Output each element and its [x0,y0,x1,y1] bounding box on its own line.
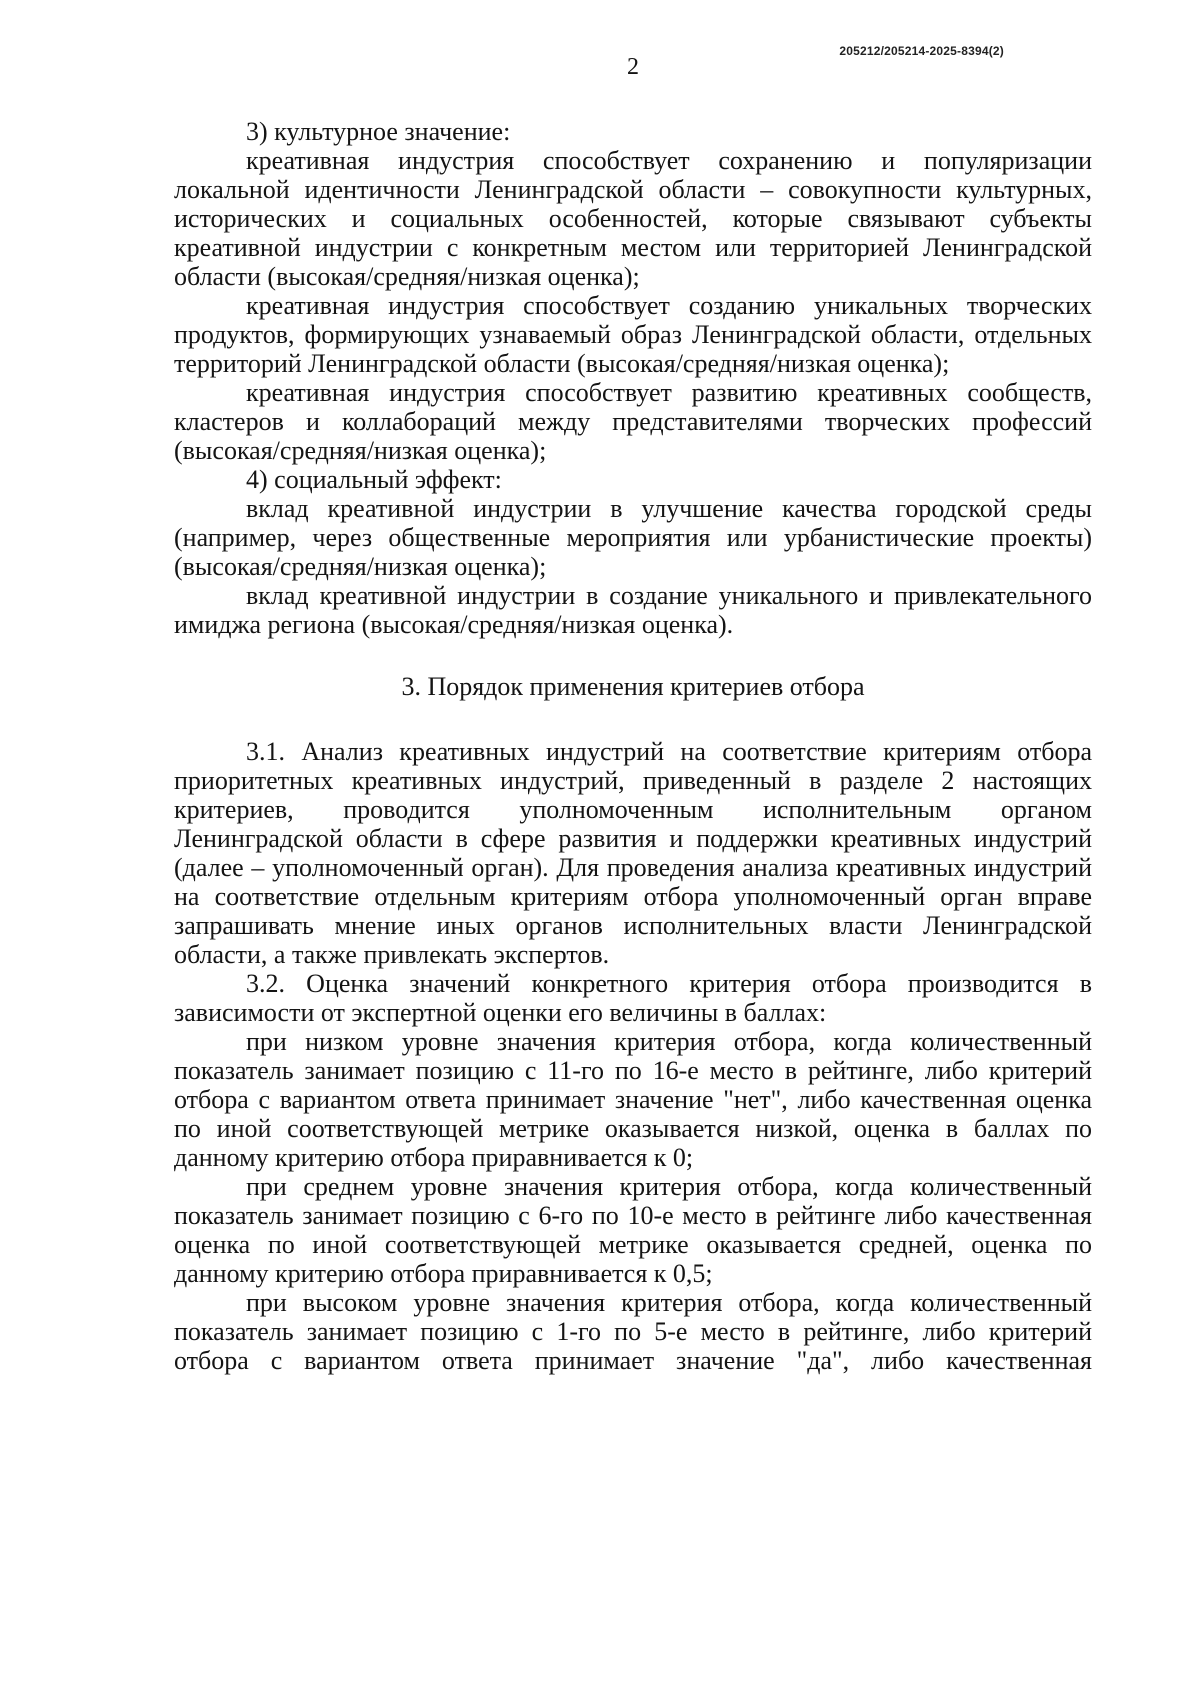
paragraph-social-urban: вклад креативной индустрии в улучшение качества городской среды (например, через общественные мероприятия или урбанистические проекты) (высокая/средняя/низкая оценка); [174,494,1092,581]
paragraph-cultural-identity: креативная индустрия способствует сохранению и популяризации локальной идентичности Ленинградской области – совокупности культурных, исторических и социальных особенностей, которые связывают субъекты креативной индустрии с конкретным местом или территорией Ленинградской области (высокая/средняя/низкая оценка); [174,146,1092,291]
paragraph-low-level: при низком уровне значения критерия отбора, когда количественный показатель занимает позицию с 11-го по 16-е место в рейтинге, либо критерий отбора с вариантом ответа принимает значение "нет", либо качественная оценка по иной соответствующей метрике оказывается низкой, оценка в баллах по данному критерию отбора приравнивается к 0; [174,1027,1092,1172]
paragraph-cultural-communities: креативная индустрия способствует развитию креативных сообществ, кластеров и коллабораций между представителями творческих профессий (высокая/средняя/низкая оценка); [174,378,1092,465]
paragraph-3-2: 3.2. Оценка значений конкретного критерия отбора производится в зависимости от экспертной оценки его величины в баллах: [174,969,1092,1027]
section-heading: 3. Порядок применения критериев отбора [401,672,865,701]
paragraph-3-1: 3.1. Анализ креативных индустрий на соответствие критериям отбора приоритетных креативных индустрий, приведенный в разделе 2 настоящих критериев, проводится уполномоченным исполнительным органом Ленинградской области в сфере развития и поддержки креативных индустрий (далее – уполномоченный орган). Для проведения анализа креативных индустрий на соответствие отдельным критериям отбора уполномоченный орган вправе запрашивать мнение иных органов исполнительных власти Ленинградской области, а также привлекать экспертов. [174,737,1092,969]
paragraph-high-level: при высоком уровне значения критерия отбора, когда количественный показатель занимает позицию с 1-го по 5-е место в рейтинге, либо критерий отбора с вариантом ответа принимает значение "да", либо качественная [174,1288,1092,1375]
paragraph-cultural-heading: 3) культурное значение: [246,117,511,146]
page-number: 2 [627,54,639,80]
paragraph-cultural-products: креативная индустрия способствует созданию уникальных творческих продуктов, формирующих узнаваемый образ Ленинградской области, отдельных территорий Ленинградской области (высокая/средняя/низкая оценка); [174,291,1092,378]
paragraph-medium-level: при среднем уровне значения критерия отбора, когда количественный показатель занимает позицию с 6-го по 10-е место в рейтинге либо качественная оценка по иной соответствующей метрике оказывается средней, оценка по данному критерию отбора приравнивается к 0,5; [174,1172,1092,1288]
document-id: 205212/205214-2025-8394(2) [839,44,1004,58]
document-body [174,117,1092,1375]
paragraph-social-heading: 4) социальный эффект: [246,465,502,494]
paragraph-social-image: вклад креативной индустрии в создание уникального и привлекательного имиджа региона (высокая/средняя/низкая оценка). [174,581,1092,639]
